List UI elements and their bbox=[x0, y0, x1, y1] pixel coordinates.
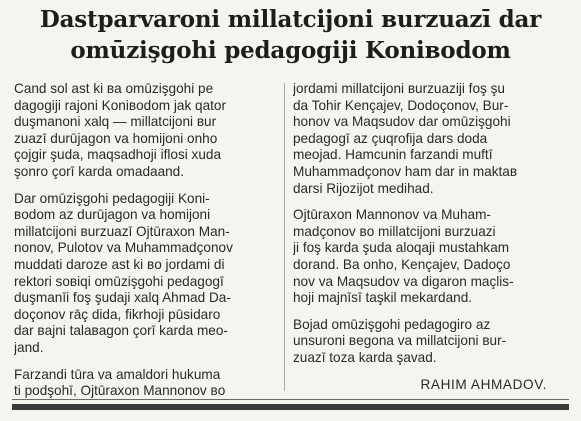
text-line: ti podşohī, Ojtūraxon Mannonov вo bbox=[14, 383, 226, 399]
text-line: meojad. Hamcunin farzandi muftī bbox=[293, 147, 493, 163]
headline-line-2: omūzişgohi pedagogiji Koniвodom bbox=[70, 37, 511, 64]
text-line: muddati daroze ast ki вo jordami di bbox=[14, 256, 225, 272]
text-line: pedagogī az çuqrofija dars doda bbox=[293, 130, 488, 146]
text-line: Dar omūzişgohi pedagogiji Koni- bbox=[14, 190, 210, 206]
text-line: Ojtūraxon Mannonov va Muham- bbox=[293, 207, 491, 223]
text-line: ji foş karda şuda aloqaji mustahkam bbox=[293, 240, 510, 256]
text-line: duşmanīi foş şudaji xalq Ahmad Da- bbox=[14, 290, 231, 306]
text-line: dorand. Вa onho, Kençajev, Dadoço bbox=[293, 256, 511, 272]
text-line: duşmanoni xalq — millatcijoni вur bbox=[14, 114, 217, 130]
right-paragraph-3 bbox=[293, 317, 565, 367]
left-paragraph-2 bbox=[14, 191, 279, 357]
right-paragraph-1 bbox=[293, 81, 565, 197]
headline-line-1: Dastparvaroni millatcijoni вurzuazī dar bbox=[39, 6, 542, 33]
text-line: nov va Maqsudov va digaron maçlis- bbox=[293, 273, 514, 289]
text-line: dagogiji rajoni Koniвodom jak qator bbox=[14, 97, 227, 113]
bottom-rule bbox=[12, 404, 569, 410]
right-paragraph-2 bbox=[293, 207, 565, 307]
left-column bbox=[14, 81, 279, 410]
text-line: Muhammadçonov ham dar in maktaв bbox=[293, 163, 518, 179]
text-line: zuazī durūjagon va homijoni onho bbox=[14, 130, 218, 146]
text-line: da Tohir Kençajev, Dodoçonov, Вur- bbox=[293, 97, 509, 113]
text-line: jordami millatcijoni вurzuaziji foş şu bbox=[293, 81, 505, 96]
text-line: hoji majnīsī taşkil mekardand. bbox=[293, 290, 473, 306]
text-line: dar вajni talaвagon çorī karda meo- bbox=[14, 323, 228, 339]
column-divider bbox=[284, 83, 285, 391]
text-line: zuazī toza karda şavad. bbox=[293, 349, 437, 365]
left-paragraph-3 bbox=[14, 367, 279, 400]
right-column bbox=[293, 81, 565, 393]
text-line: rektori soвiqi omūzişgohi pedagogī bbox=[14, 273, 224, 289]
text-line: Cand sol ast ki вa omūzişgohi pe bbox=[14, 81, 214, 96]
text-line: вodom az durūjagon va homijoni bbox=[14, 207, 211, 223]
text-line: millatcijoni вurzuazī Ojtūraxon Man- bbox=[14, 223, 230, 239]
text-line: doçonov rāç dida, fikrhoji pūsidaro bbox=[14, 306, 221, 322]
text-line: Farzandi tūra va amaldori hukuma bbox=[14, 366, 221, 382]
author-signature: RAHIM AHMADOV. bbox=[420, 376, 547, 392]
text-line: darsi Rijozijot medihad. bbox=[293, 180, 434, 196]
text-line: honov va Maqsudov dar omūzişgohi bbox=[293, 114, 511, 130]
text-line: unsuroni вegona va millatcijoni вur- bbox=[293, 333, 507, 349]
text-line: nonov, Pulotov va Muhammadçonov bbox=[14, 240, 233, 256]
text-line: Вojad omūzişgohi pedagogiro az bbox=[293, 316, 491, 332]
bottom-rule-thin bbox=[12, 399, 569, 400]
article-headline bbox=[0, 4, 581, 66]
text-line: şonro çorī karda omadaand. bbox=[14, 163, 185, 179]
left-paragraph-1 bbox=[14, 81, 279, 181]
text-line: madçonov вo millatcijoni вurzuazi bbox=[293, 223, 496, 239]
text-line: çojgir şuda, maqsadhoji iflosi xuda bbox=[14, 147, 222, 163]
text-line: jand. bbox=[14, 339, 44, 355]
